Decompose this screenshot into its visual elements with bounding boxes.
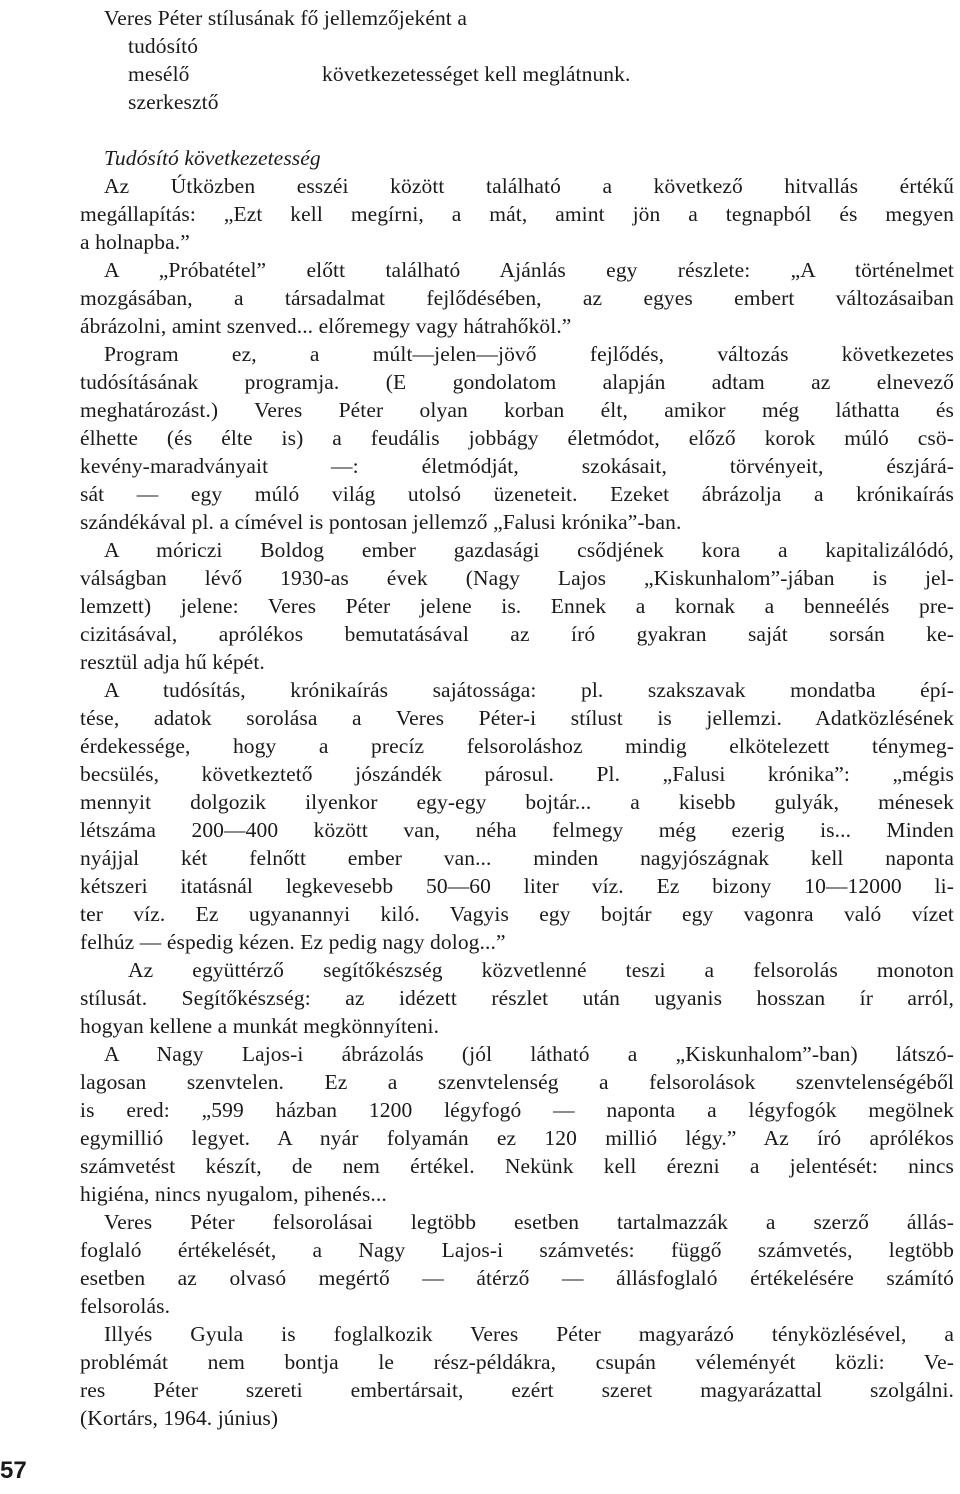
text-line: mennyit dolgozik ilyenkor egy-egy bojtár... a kisebb gulyák, ménesek xyxy=(80,790,954,814)
text-line: Program ez, a múlt—jelen—jövő fejlődés, változás következetes xyxy=(104,342,954,366)
text-line: meghatározást.) Veres Péter olyan korban élt, amikor még láthatta és xyxy=(80,398,954,422)
text-line: Az Útközben esszéi között található a következő hitvallás értékű xyxy=(104,174,954,198)
text-line: ábrázolni, amint szenved... előremegy vagy hátrahőköl.” xyxy=(80,314,572,338)
text-line: élhette (és élte is) a feudális jobbágy életmódot, előző korok múló csö- xyxy=(80,426,954,450)
text-line: A Nagy Lajos-i ábrázolás (jól látható a „Kiskunhalom”-ban) látszó- xyxy=(104,1042,954,1066)
text-line: cizitásával, aprólékos bemutatásával az író gyakran saját sorsán ke- xyxy=(80,622,954,646)
text-line: felsorolás. xyxy=(80,1294,171,1318)
text-line: Tudósító következetesség xyxy=(104,146,321,170)
text-line: higiéna, nincs nyugalom, pihenés... xyxy=(80,1182,387,1206)
text-line: Az együttérző segítőkészség közvetlenné teszi a felsorolás monoton xyxy=(128,958,954,982)
text-line: foglaló értékelését, a Nagy Lajos-i számvetés: függő számvetés, legtöbb xyxy=(80,1238,954,1262)
text-line: mesélő xyxy=(128,62,190,86)
text-line: a holnapba.” xyxy=(80,230,190,254)
text-line: mozgásában, a társadalmat fejlődésében, az egyes embert változásaiban xyxy=(80,286,954,310)
text-line: lagosan szenvtelen. Ez a szenvtelenség a felsorolások szenvtelenségéből xyxy=(80,1070,954,1094)
text-line: hogyan kellene a munkát megkönnyíteni. xyxy=(80,1014,440,1038)
text-line: szerkesztő xyxy=(128,90,219,114)
text-line: Illyés Gyula is foglalkozik Veres Péter magyarázó tényközlésével, a xyxy=(104,1322,954,1346)
text-line: egymillió legyet. A nyár folyamán ez 120 millió légy.” Az író aprólékos xyxy=(80,1126,954,1150)
text-line: A tudósítás, krónikaírás sajátossága: pl. szakszavak mondatba épí- xyxy=(104,678,954,702)
text-line: stílusát. Segítőkészség: az idézett részlet után ugyanis hosszan ír arról, xyxy=(80,986,954,1010)
text-line: lemzett) jelene: Veres Péter jelene is. Ennek a kornak a benneélés pre- xyxy=(80,594,954,618)
text-line: A móriczi Boldog ember gazdasági csődjének kora a kapitalizálódó, xyxy=(104,538,954,562)
text-line: is ered: „599 házban 1200 légyfogó — naponta a légyfogók megölnek xyxy=(80,1098,954,1122)
text-line-continuation: következetességet kell meglátnunk. xyxy=(322,62,631,86)
text-line: Veres Péter felsorolásai legtöbb esetben tartalmazzák a szerző állás- xyxy=(104,1210,954,1234)
text-line: A „Próbatétel” előtt található Ajánlás egy részlete: „A történelmet xyxy=(104,258,954,282)
text-line: kevény-maradványait —: életmódját, szokásait, törvényeit, észjárá- xyxy=(80,454,954,478)
text-line: Veres Péter stílusának fő jellemzőjeként a xyxy=(104,6,468,30)
text-line: problémát nem bontja le rész-példákra, csupán véleményét közli: Ve- xyxy=(80,1350,954,1374)
text-line: tudósításának programja. (E gondolatom alapján adtam az elnevező xyxy=(80,370,954,394)
text-line: létszáma 200—400 között van, néha felmegy még ezerig is... Minden xyxy=(80,818,954,842)
text-line: nyájjal két felnőtt ember van... minden nagyjószágnak kell naponta xyxy=(80,846,954,870)
text-line: sát — egy múló világ utolsó üzeneteit. Ezeket ábrázolja a krónikaírás xyxy=(80,482,954,506)
text-line: esetben az olvasó megértő — átérző — állásfoglaló értékelésére számító xyxy=(80,1266,954,1290)
text-line: felhúz — éspedig kézen. Ez pedig nagy dolog...” xyxy=(80,930,506,954)
text-line: (Kortárs, 1964. június) xyxy=(80,1406,279,1430)
text-line: válságban lévő 1930-as évek (Nagy Lajos „Kiskunhalom”-jában is jel- xyxy=(80,566,954,590)
text-line: tudósító xyxy=(128,34,199,58)
text-line: becsülés, következtető jószándék párosul. Pl. „Falusi krónika”: „mégis xyxy=(80,762,954,786)
text-line: érdekessége, hogy a precíz felsoroláshoz mindig elkötelezett ténymeg- xyxy=(80,734,954,758)
text-line: szándékával pl. a címével is pontosan jellemző „Falusi krónika”-ban. xyxy=(80,510,682,534)
text-line: megállapítás: „Ezt kell megírni, a mát, amint jön a tegnapból és megyen xyxy=(80,202,954,226)
text-line: kétszeri itatásnál legkevesebb 50—60 liter víz. Ez bizony 10—12000 li- xyxy=(80,874,954,898)
page-number: 57 xyxy=(0,1457,27,1484)
text-line: tése, adatok sorolása a Veres Péter-i stílust is jellemzi. Adatközlésének xyxy=(80,706,954,730)
text-line: számvetést készít, de nem értékel. Nekünk kell érezni a jelentését: nincs xyxy=(80,1154,954,1178)
text-line: res Péter szereti embertársait, ezért szeret magyarázattal szolgálni. xyxy=(80,1378,954,1402)
text-line: resztül adja hű képét. xyxy=(80,650,265,674)
text-line: ter víz. Ez ugyanannyi kiló. Vagyis egy bojtár egy vagonra való vízet xyxy=(80,902,954,926)
